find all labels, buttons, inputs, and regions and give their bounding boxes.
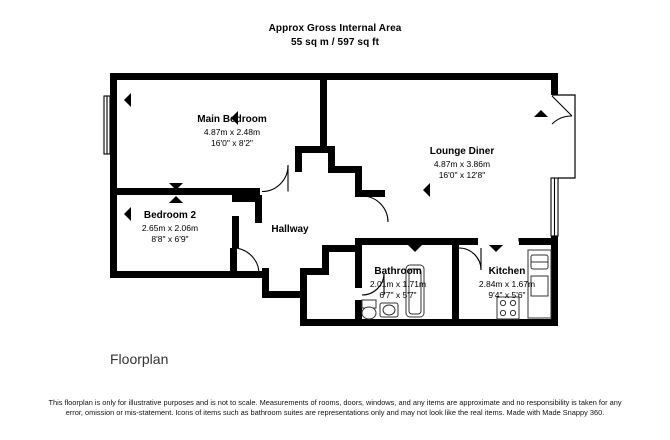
room-dim-imperial: 8'8" x 6'9": [151, 234, 189, 244]
disclaimer-body: This floorplan is only for illustrative purposes and is not to scale. Measurements of rooms, doors, windows, and any items are approximate and no responsibility is taken for any error, omission or mis-statement. Icons of items such as bathroom suites are representations only and may not look like the real items. Made with Made Snappy 360.: [48, 398, 622, 417]
disclaimer-text: [45, 398, 625, 418]
room-name: Hallway: [271, 224, 309, 235]
room-label-main-bedroom: [152, 114, 312, 150]
room-dim-metric: 2.65m x 2.06m: [141, 222, 199, 233]
room-name: Kitchen: [488, 266, 526, 277]
room-dim-imperial: 6'7" x 5'7": [379, 290, 417, 300]
room-dim-metric: 2.01m x 1.71m: [369, 278, 427, 289]
room-label-hallway: [240, 224, 340, 237]
room-dim-metric: 4.87m x 2.48m: [203, 126, 261, 137]
room-label-kitchen: [452, 266, 562, 302]
room-dim-imperial: 9'4" x 5'6": [488, 290, 526, 300]
room-label-bathroom: [343, 266, 453, 302]
room-label-bedroom-2: [108, 210, 232, 246]
room-dim-imperial: 16'0" x 12'8": [438, 170, 486, 180]
room-label-lounge-diner: [382, 146, 542, 182]
area-header-line2: 55 sq m / 597 sq ft: [290, 37, 380, 48]
room-name: Bedroom 2: [143, 210, 197, 221]
room-dim-imperial: 16'0" x 8'2": [211, 138, 253, 148]
floorplan-caption: Floorplan: [110, 351, 169, 367]
room-dim-metric: 2.84m x 1.67m: [478, 278, 536, 289]
room-name: Bathroom: [374, 266, 422, 277]
room-name: Main Bedroom: [197, 114, 267, 125]
room-name: Lounge Diner: [429, 146, 495, 157]
area-header-line1: Approx Gross Internal Area: [268, 23, 402, 34]
room-dim-metric: 4.87m x 3.86m: [433, 158, 491, 169]
